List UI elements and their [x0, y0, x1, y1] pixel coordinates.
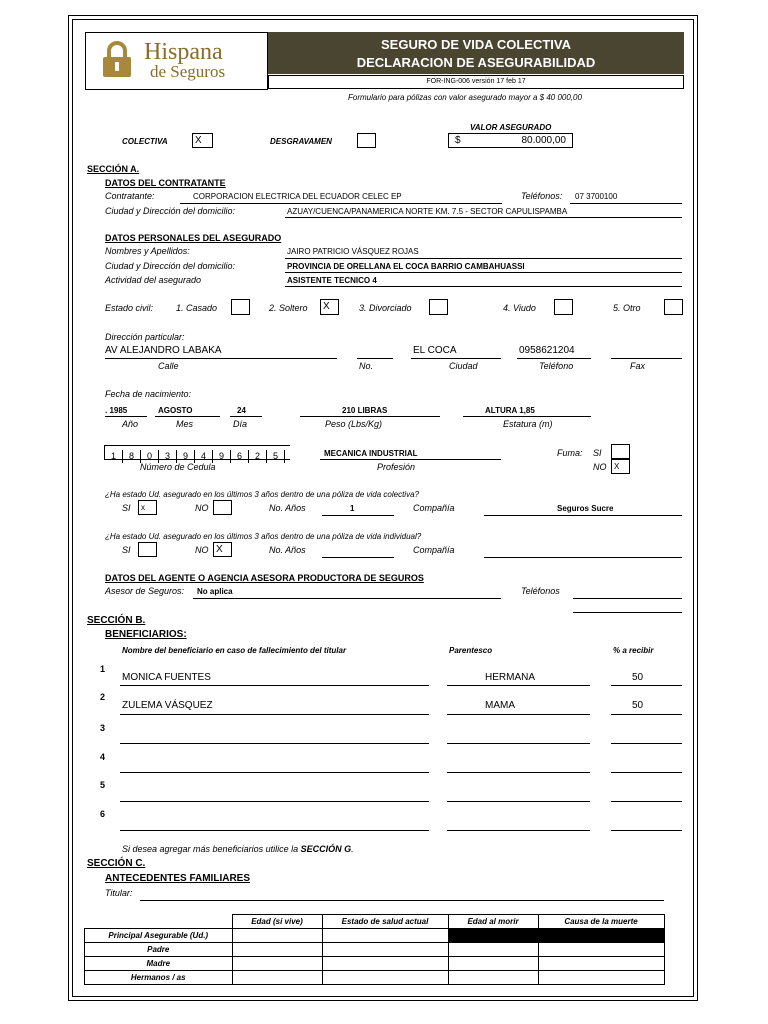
table-row — [85, 971, 665, 985]
row-number: 6 — [100, 809, 106, 819]
agente-title: DATOS DEL AGENTE O AGENCIA ASESORA PRODUCTORA DE SEGUROS — [105, 573, 424, 583]
ciudad-value[interactable]: EL COCA — [413, 345, 457, 356]
col-pct: % a recibir — [613, 646, 654, 655]
valor-label: VALOR ASEGURADO — [470, 123, 552, 132]
beneficiary-name[interactable]: ZULEMA VÁSQUEZ — [122, 700, 213, 711]
domicilio-label: Ciudad y Dirección del domicilio: — [105, 206, 236, 216]
currency: $ — [455, 135, 461, 146]
table-row — [85, 929, 665, 943]
titular-label: Titular: — [105, 888, 133, 898]
q1-compania-label: Compañía — [413, 503, 455, 513]
table-row — [85, 957, 665, 971]
profesion-value[interactable]: MECANICA INDUSTRIAL — [324, 449, 418, 458]
fuma-si-checkbox[interactable] — [611, 444, 630, 459]
col-nombre: Nombre del beneficiario en caso de fallecimiento del titular — [122, 646, 347, 655]
cedula-digit: 5 — [267, 450, 285, 463]
q1-anios-value[interactable]: 1 — [350, 504, 355, 513]
beneficiarios-note: Si desea agregar más beneficiarios utilice la SECCIÓN G. — [122, 844, 354, 854]
nacimiento-label: Fecha de nacimiento: — [105, 389, 192, 399]
beneficiary-name[interactable]: MONICA FUENTES — [122, 672, 211, 683]
form-title: SEGURO DE VIDA COLECTIVA — [381, 37, 571, 52]
anio-label: Año — [122, 419, 139, 429]
telefono-value[interactable]: 0958621204 — [519, 345, 575, 356]
no-label: No. — [359, 361, 374, 371]
fuma-label: Fuma: — [557, 448, 583, 458]
agente-telefonos-label: Teléfonos — [521, 586, 560, 596]
personales-title: DATOS PERSONALES DEL ASEGURADO — [105, 233, 282, 243]
seccion-c-title: SECCIÓN C. — [87, 858, 146, 869]
row-label: Madre — [85, 957, 233, 971]
mes-label: Mes — [176, 419, 194, 429]
calle-value[interactable]: AV ALEJANDRO LABAKA — [105, 345, 222, 356]
cedula-digit: 9 — [213, 450, 231, 463]
domicilio-value[interactable]: AZUAY/CUENCA/PANAMERICA NORTE KM. 7.5 - SECTOR CAPULISPAMBA — [287, 207, 568, 216]
valor-field[interactable] — [448, 133, 573, 148]
table-cell[interactable] — [538, 957, 664, 971]
table-cell[interactable] — [232, 943, 322, 957]
q1-si-label: SI — [122, 503, 131, 513]
estado-casado-label: 1. Casado — [176, 303, 218, 313]
domicilio2-value[interactable]: PROVINCIA DE ORELLANA EL COCA BARRIO CAMBAHUASSI — [287, 262, 525, 271]
table-cell[interactable] — [322, 971, 448, 985]
row-label: Hermanos / as — [85, 971, 233, 985]
telefonos-value[interactable]: 07 3700100 — [575, 192, 618, 201]
header-cell: Causa de la muerte — [538, 915, 664, 929]
mes-value[interactable]: AGOSTO — [158, 406, 193, 415]
valor-value: 80.000,00 — [521, 135, 566, 146]
seccion-a-title: SECCIÓN A. — [87, 164, 140, 174]
q1-si-checkbox[interactable]: x — [138, 500, 157, 515]
desgravamen-checkbox[interactable] — [357, 133, 376, 148]
row-label: Padre — [85, 943, 233, 957]
colectiva-checkbox[interactable]: X — [192, 133, 213, 148]
logo — [85, 32, 268, 90]
fuma-no-checkbox[interactable]: X — [611, 459, 630, 474]
fuma-si-label: SI — [593, 448, 602, 458]
asesor-label: Asesor de Seguros: — [105, 586, 185, 596]
estado-divorciado-checkbox[interactable] — [429, 299, 448, 315]
beneficiary-pct[interactable]: 50 — [632, 672, 644, 683]
q2-si-label: SI — [122, 545, 131, 555]
table-cell[interactable] — [538, 971, 664, 985]
peso-label: Peso (Lbs/Kg) — [325, 419, 383, 429]
antecedentes-title: ANTECEDENTES FAMILIARES — [105, 873, 251, 884]
q2-no-checkbox[interactable]: X — [213, 542, 232, 557]
cedula-digit: 4 — [195, 450, 213, 463]
beneficiary-pct[interactable]: 50 — [632, 700, 644, 711]
header-cell — [85, 915, 233, 929]
form-subtitle: Formulario para pólizas con valor asegurado mayor a $ 40 000,00 — [348, 93, 582, 102]
q2-si-checkbox[interactable] — [138, 542, 157, 557]
dia-value[interactable]: 24 — [237, 406, 246, 415]
form-subtitle-title: DECLARACION DE ASEGURABILIDAD — [356, 55, 596, 70]
domicilio2-label: Ciudad y Dirección del domicilio: — [105, 261, 236, 271]
cedula-digit: 1 — [105, 450, 123, 463]
col-parentesco: Parentesco — [449, 646, 493, 655]
seccion-g-ref: SECCIÓN G — [300, 844, 352, 854]
table-cell[interactable] — [322, 957, 448, 971]
calle-label: Calle — [158, 361, 179, 371]
table-cell[interactable] — [232, 929, 322, 943]
contratante-value[interactable]: CORPORACION ELECTRICA DEL ECUADOR CELEC EP — [193, 192, 402, 201]
table-cell[interactable] — [448, 971, 538, 985]
table-cell[interactable] — [448, 957, 538, 971]
table-row — [85, 943, 665, 957]
estado-civil-label: Estado civil: — [105, 303, 154, 313]
q2-text: ¿Ha estado Ud. asegurado en los últimos 3 años dentro de una póliza de vida individual? — [105, 532, 422, 541]
peso-value[interactable]: 210 LIBRAS — [342, 406, 388, 415]
estado-otro-checkbox[interactable] — [664, 299, 683, 315]
asesor-value[interactable]: No aplica — [197, 587, 233, 596]
cedula-digit: 2 — [249, 450, 267, 463]
actividad-label: Actividad del asegurado — [105, 275, 202, 285]
actividad-value[interactable]: ASISTENTE TECNICO 4 — [287, 276, 377, 285]
estatura-label: Estatura (m) — [503, 419, 553, 429]
estado-otro-label: 5. Otro — [613, 303, 641, 313]
estado-soltero-label: 2. Soltero — [269, 303, 308, 313]
header-cell: Estado de salud actual — [322, 915, 448, 929]
family-history-table — [84, 914, 665, 985]
telefonos-label: Teléfonos: — [521, 191, 563, 201]
dia-label: Día — [233, 419, 248, 429]
table-cell[interactable] — [538, 943, 664, 957]
row-label: Principal Asegurable (Ud.) — [85, 929, 233, 943]
row-number: 1 — [100, 664, 106, 674]
header-band — [268, 32, 684, 74]
table-cell-disabled — [538, 929, 664, 943]
contratante-label: Contratante: — [105, 191, 155, 201]
fuma-no-label: NO — [593, 462, 607, 472]
table-cell-disabled — [448, 929, 538, 943]
anio-value[interactable]: . 1985 — [105, 406, 128, 415]
estado-divorciado-label: 3. Divorciado — [359, 303, 412, 313]
padlock-icon — [100, 41, 134, 79]
form-code: FOR-ING-006 versión 17 feb 17 — [268, 75, 684, 89]
fax-label: Fax — [630, 361, 646, 371]
q2-no-label: NO — [195, 545, 209, 555]
estado-viudo-label: 4. Viudo — [503, 303, 536, 313]
q1-anios-label: No. Años — [269, 503, 306, 513]
row-number: 2 — [100, 692, 106, 702]
ciudad-label: Ciudad — [449, 361, 478, 371]
header-cell: Edad al morir — [448, 915, 538, 929]
estado-soltero-checkbox[interactable]: X — [320, 299, 339, 315]
estado-viudo-checkbox[interactable] — [554, 299, 573, 315]
row-number: 5 — [100, 780, 106, 790]
table-cell[interactable] — [448, 943, 538, 957]
cedula-field[interactable] — [104, 445, 290, 460]
row-number: 3 — [100, 723, 106, 733]
table-cell[interactable] — [232, 957, 322, 971]
contratante-title: DATOS DEL CONTRATANTE — [105, 178, 226, 188]
cedula-digit: 3 — [159, 450, 177, 463]
estatura-value[interactable]: ALTURA 1,85 — [485, 406, 535, 415]
q2-anios-label: No. Años — [269, 545, 306, 555]
beneficiarios-title: BENEFICIARIOS: — [105, 629, 187, 640]
q1-text: ¿Ha estado Ud. asegurado en los últimos 3 años dentro de una póliza de vida colectiva? — [105, 490, 419, 499]
q1-no-label: NO — [195, 503, 209, 513]
nombres-value[interactable]: JAIRO PATRICIO VÁSQUEZ ROJAS — [287, 247, 419, 256]
header-cell: Edad (si vive) — [232, 915, 322, 929]
beneficiary-parentesco[interactable]: HERMANA — [485, 672, 536, 683]
estado-casado-checkbox[interactable] — [231, 299, 250, 315]
q1-no-checkbox[interactable] — [213, 500, 232, 515]
desgravamen-label: DESGRAVAMEN — [270, 137, 332, 146]
cedula-label: Número de Cedula — [140, 462, 216, 472]
table-cell[interactable] — [232, 971, 322, 985]
row-number: 4 — [100, 752, 106, 762]
q1-compania-value[interactable]: Seguros Sucre — [557, 504, 614, 513]
cedula-digit: 0 — [141, 450, 159, 463]
brand-subname: de Seguros — [150, 62, 226, 81]
cedula-digit: 8 — [123, 450, 141, 463]
colectiva-label: COLECTIVA — [122, 137, 168, 146]
seccion-b-title: SECCIÓN B. — [87, 615, 146, 626]
cedula-digit: 6 — [231, 450, 249, 463]
telefono-label: Teléfono — [539, 361, 574, 371]
profesion-label: Profesión — [377, 462, 416, 472]
brand-name: Hispana — [144, 39, 223, 65]
table-cell[interactable] — [322, 929, 448, 943]
beneficiary-parentesco[interactable]: MAMA — [485, 700, 515, 711]
q2-compania-label: Compañía — [413, 545, 455, 555]
nombres-label: Nombres y Apellidos: — [105, 246, 190, 256]
direccion-label: Dirección particular: — [105, 332, 185, 342]
cedula-digit: 9 — [177, 450, 195, 463]
table-cell[interactable] — [322, 943, 448, 957]
